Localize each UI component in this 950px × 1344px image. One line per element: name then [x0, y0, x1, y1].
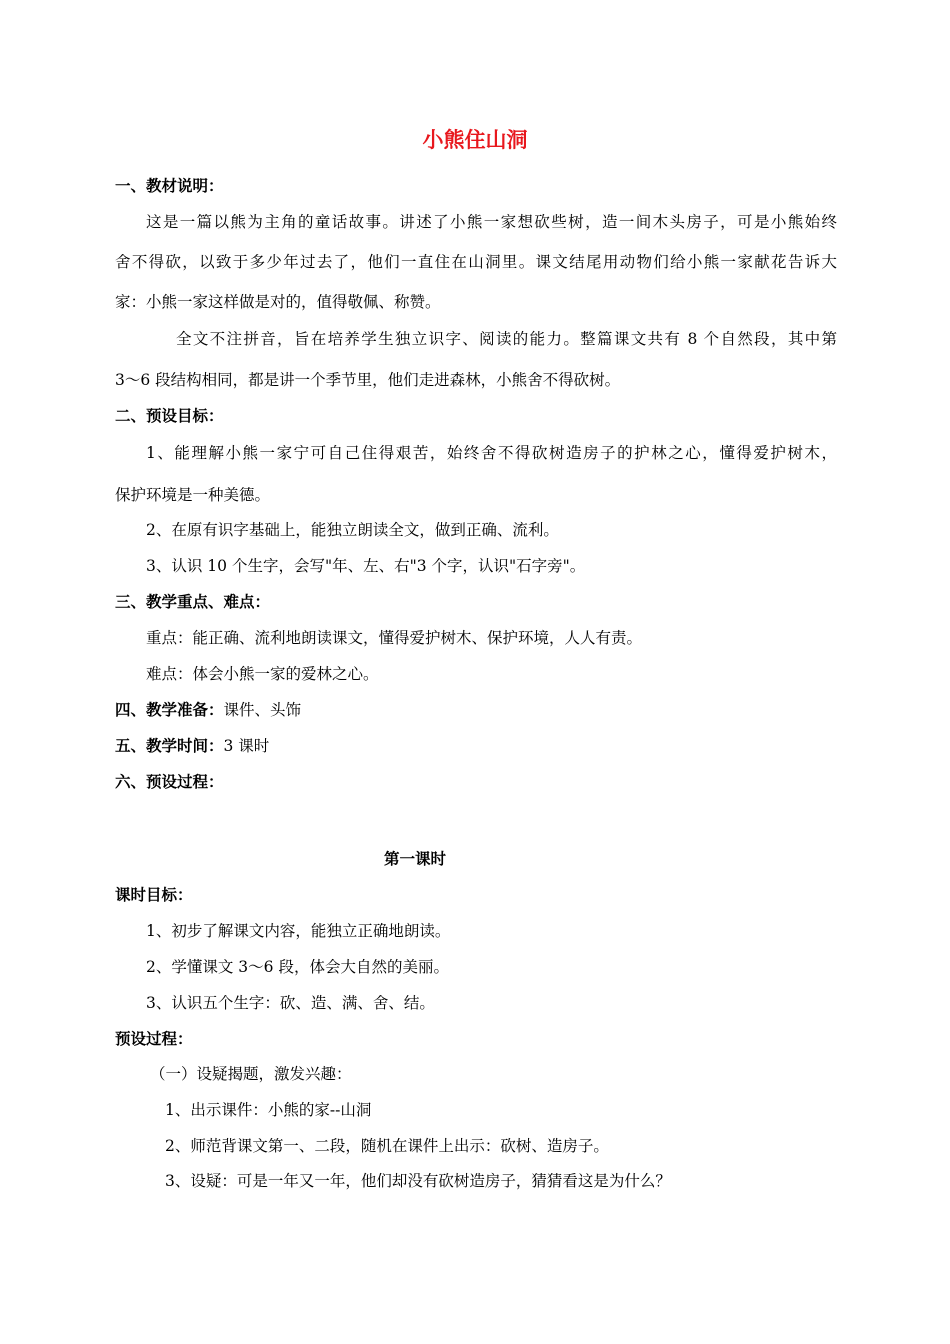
difficult-point: 难点：体会小熊一家的爱林之心。 [146, 665, 379, 683]
lesson-goal: 3、认识五个生字：砍、造、满、舍、结。 [146, 994, 435, 1012]
section-heading-4: 四、教学准备： [115, 701, 224, 719]
lesson-goal: 1、初步了解课文内容，能独立正确地朗读。 [146, 922, 451, 940]
goal-line: 2、在原有识字基础上，能独立朗读全文，做到正确、流利。 [146, 521, 559, 539]
goal-line: 1、能理解小熊一家宁可自己住得艰苦，始终舍不得砍树造房子的护林之心，懂得爱护树木， [146, 444, 837, 462]
paragraph-line: 舍不得砍，以致于多少年过去了，他们一直住在山洞里。课文结尾用动物们给小熊一家献花告诉大 [115, 253, 837, 271]
paragraph-line: 家：小熊一家这样做是对的，值得敬佩、称赞。 [115, 293, 441, 311]
section-heading-3: 三、教学重点、难点： [115, 593, 271, 611]
section-4-value: 课件、头饰 [223, 701, 302, 719]
process-heading: 预设过程： [115, 1030, 193, 1048]
section-heading-6: 六、预设过程： [115, 773, 224, 791]
section-4 [115, 700, 301, 720]
section-heading-5: 五、教学时间： [115, 737, 224, 755]
key-point: 重点：能正确、流利地朗读课文，懂得爱护树木、保护环境，人人有责。 [146, 629, 643, 647]
section-5-value: 3 课时 [223, 737, 270, 755]
lesson-goal: 2、学懂课文 3～6 段，体会大自然的美丽。 [146, 958, 449, 976]
section-heading-2: 二、预设目标： [115, 407, 224, 425]
document-title: 小熊住山洞 [422, 128, 528, 152]
lesson-title: 第一课时 [383, 850, 446, 868]
goal-line: 保护环境是一种美德。 [115, 486, 271, 504]
lesson-goals-heading: 课时目标： [115, 886, 193, 904]
process-item: 2、师范背课文第一、二段，随机在课件上出示：砍树、造房子。 [165, 1137, 609, 1155]
paragraph-line: 3～6 段结构相同，都是讲一个季节里，他们走进森林，小熊舍不得砍树。 [115, 371, 621, 389]
paragraph-line: 全文不注拼音，旨在培养学生独立识字、阅读的能力。整篇课文共有 8 个自然段，其中第 [176, 330, 837, 348]
process-item: 1、出示课件：小熊的家--山洞 [165, 1101, 372, 1119]
goal-line: 3、认识 10 个生字，会写"年、左、右"3 个字，认识"石字旁"。 [146, 557, 586, 575]
section-5 [115, 736, 269, 756]
process-step: （一）设疑揭题，激发兴趣： [150, 1065, 352, 1083]
process-item: 3、设疑：可是一年又一年，他们却没有砍树造房子，猜猜看这是为什么？ [165, 1172, 671, 1190]
section-heading-1: 一、教材说明： [115, 177, 224, 195]
paragraph-line: 这是一篇以熊为主角的童话故事。讲述了小熊一家想砍些树，造一间木头房子，可是小熊始终 [146, 213, 837, 231]
